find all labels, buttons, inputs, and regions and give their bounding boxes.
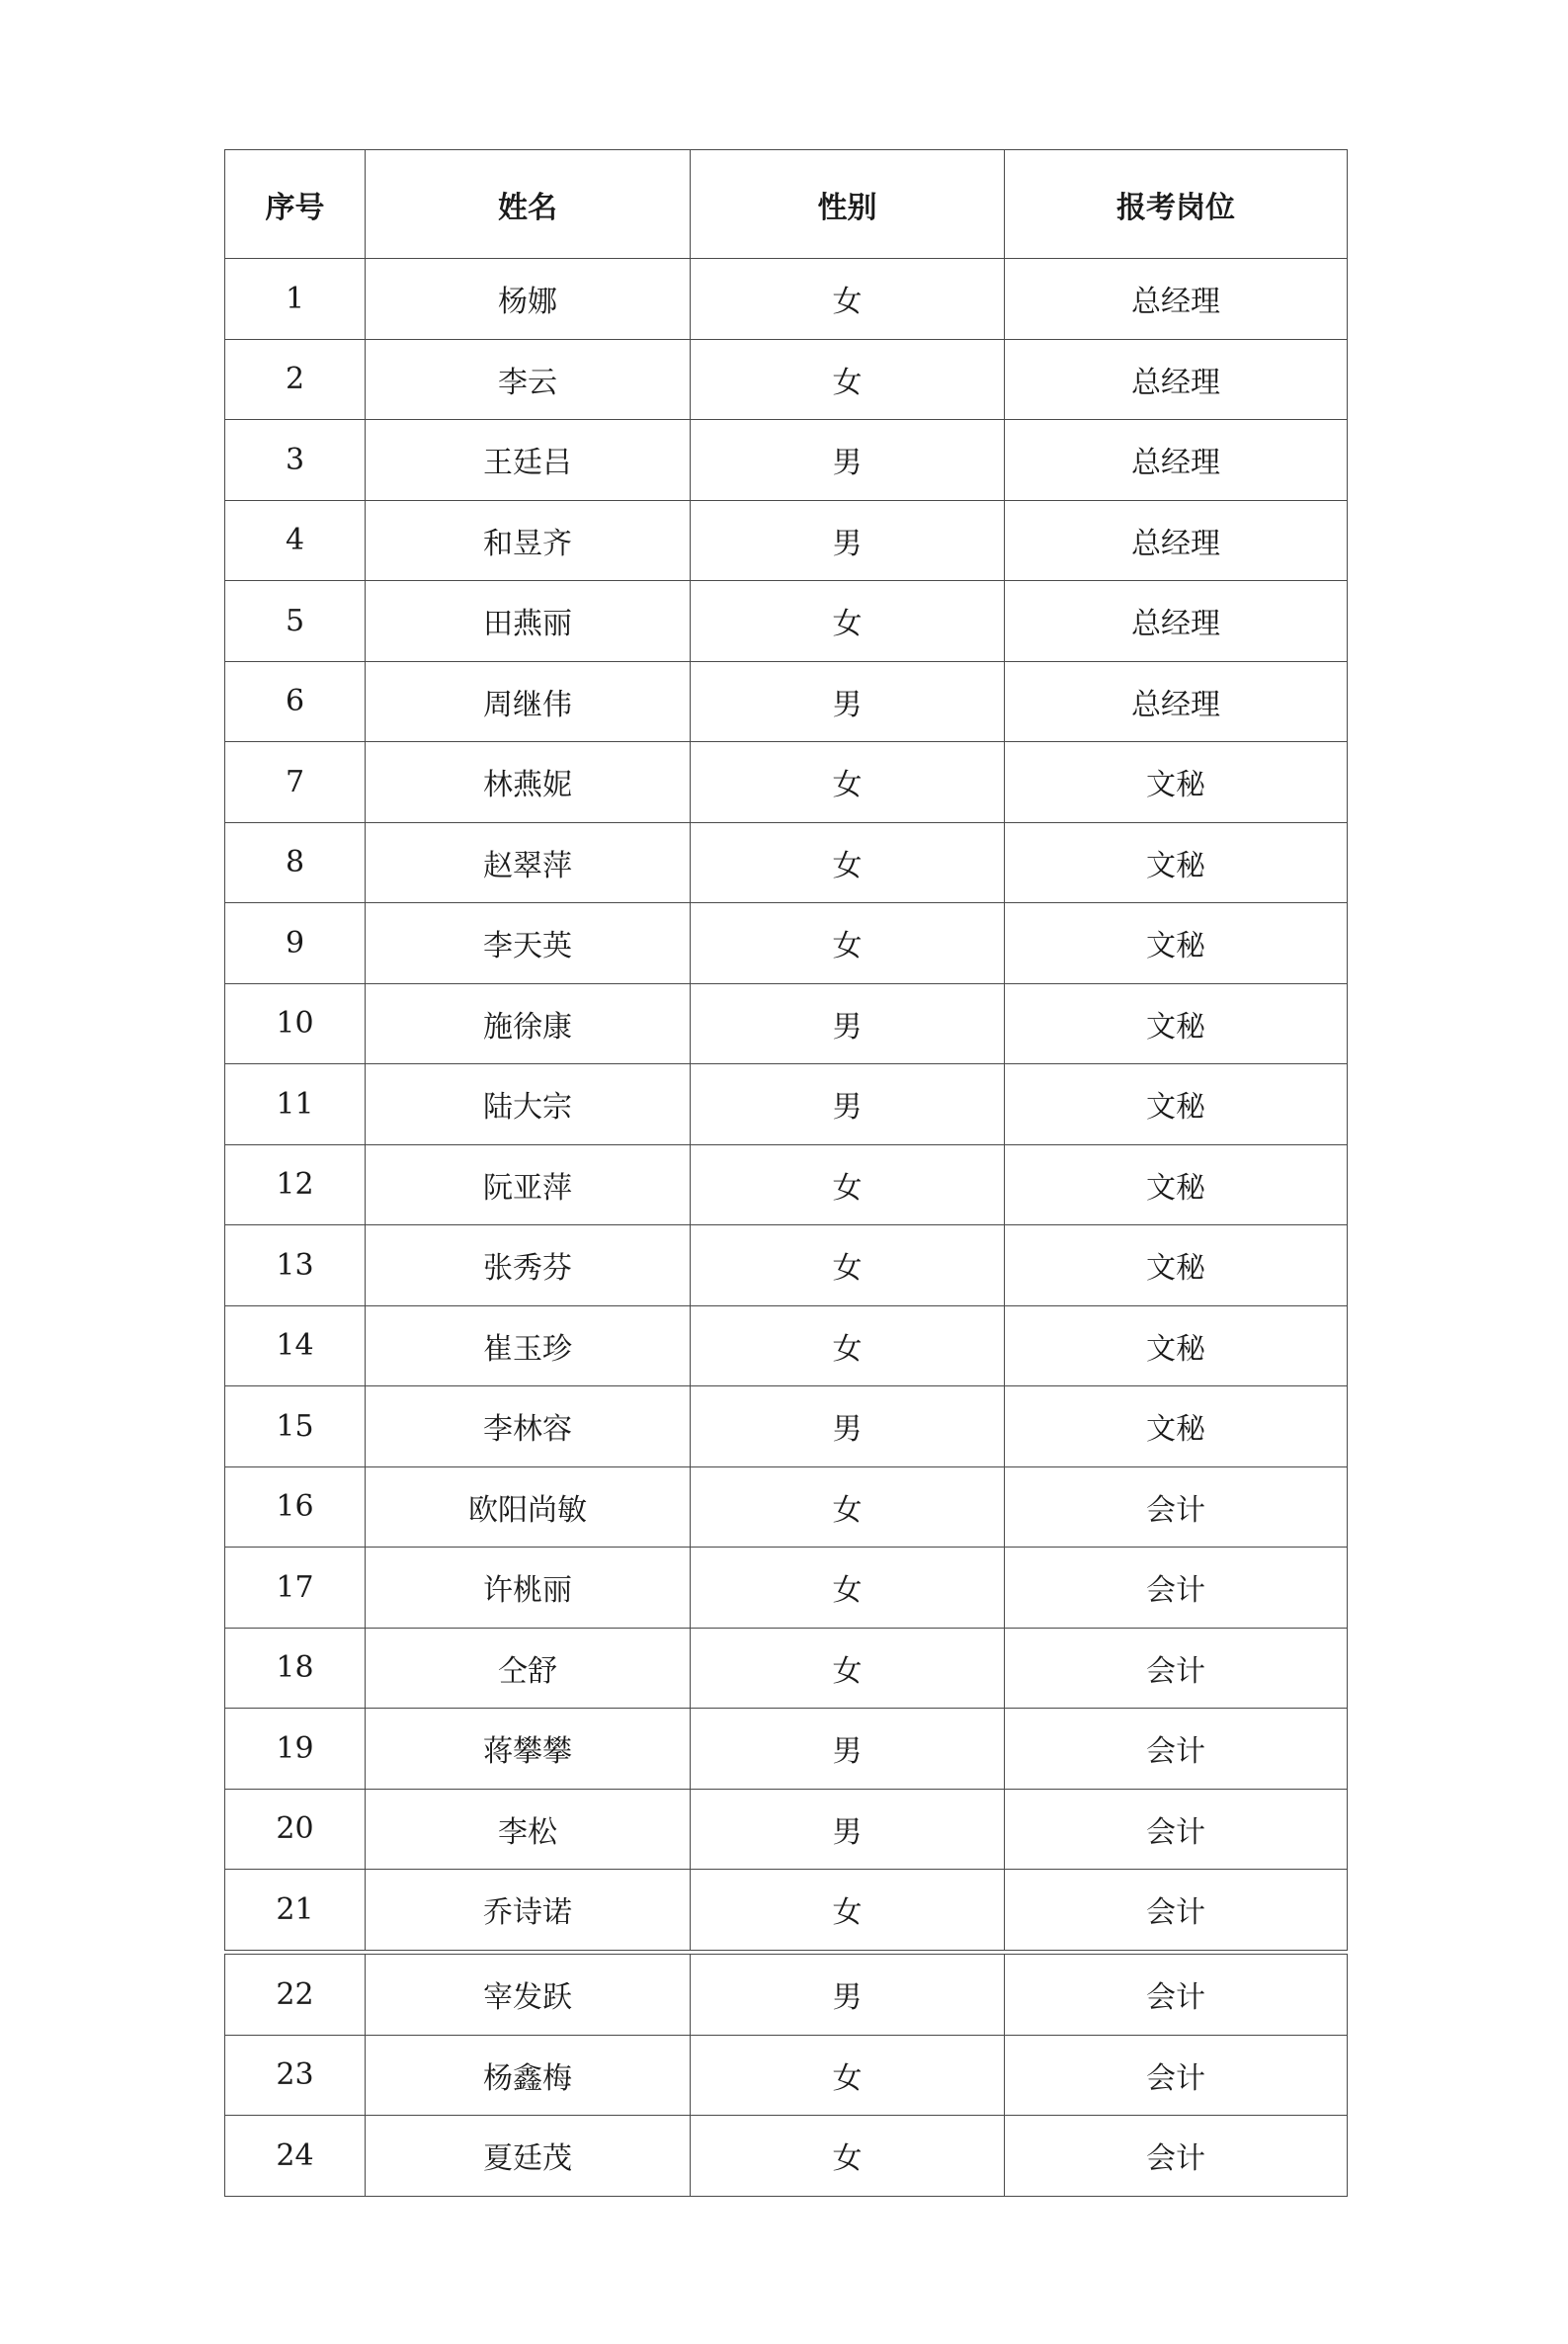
cell-index: 22 xyxy=(225,1955,366,2036)
cell-position: 会计 xyxy=(1005,2035,1348,2116)
cell-index: 9 xyxy=(225,903,366,984)
cell-name: 夏廷茂 xyxy=(366,2116,691,2197)
table-row xyxy=(225,1225,1348,1306)
cell-gender: 女 xyxy=(691,1870,1005,1951)
cell-name: 陆大宗 xyxy=(366,1064,691,1145)
cell-index: 2 xyxy=(225,339,366,420)
cell-name: 张秀芬 xyxy=(366,1225,691,1306)
cell-position: 文秘 xyxy=(1005,1064,1348,1145)
cell-gender: 女 xyxy=(691,1628,1005,1709)
table-row xyxy=(225,339,1348,420)
cell-position: 总经理 xyxy=(1005,661,1348,742)
cell-index: 20 xyxy=(225,1789,366,1870)
header-name: 姓名 xyxy=(366,150,691,259)
table-row xyxy=(225,581,1348,662)
cell-gender: 男 xyxy=(691,661,1005,742)
table-row xyxy=(225,1305,1348,1386)
cell-name: 田燕丽 xyxy=(366,581,691,662)
table-row xyxy=(225,822,1348,903)
cell-name: 欧阳尚敏 xyxy=(366,1466,691,1548)
cell-name: 杨鑫梅 xyxy=(366,2035,691,2116)
cell-name: 崔玉珍 xyxy=(366,1305,691,1386)
cell-name: 李云 xyxy=(366,339,691,420)
table-row xyxy=(225,1064,1348,1145)
cell-gender: 男 xyxy=(691,983,1005,1064)
table-row xyxy=(225,742,1348,823)
cell-gender: 男 xyxy=(691,1064,1005,1145)
cell-index: 3 xyxy=(225,420,366,501)
cell-name: 乔诗诺 xyxy=(366,1870,691,1951)
header-index: 序号 xyxy=(225,150,366,259)
table-row xyxy=(225,1466,1348,1548)
cell-gender: 男 xyxy=(691,420,1005,501)
cell-gender: 女 xyxy=(691,822,1005,903)
cell-index: 8 xyxy=(225,822,366,903)
cell-position: 文秘 xyxy=(1005,1144,1348,1225)
cell-index: 11 xyxy=(225,1064,366,1145)
cell-position: 会计 xyxy=(1005,1955,1348,2036)
table-row xyxy=(225,661,1348,742)
cell-position: 总经理 xyxy=(1005,581,1348,662)
cell-gender: 男 xyxy=(691,1386,1005,1467)
cell-gender: 女 xyxy=(691,903,1005,984)
cell-name: 李天英 xyxy=(366,903,691,984)
cell-position: 会计 xyxy=(1005,1466,1348,1548)
cell-name: 李松 xyxy=(366,1789,691,1870)
header-position: 报考岗位 xyxy=(1005,150,1348,259)
cell-gender: 女 xyxy=(691,1144,1005,1225)
cell-name: 林燕妮 xyxy=(366,742,691,823)
cell-position: 会计 xyxy=(1005,1709,1348,1790)
table-row xyxy=(225,500,1348,581)
cell-index: 18 xyxy=(225,1628,366,1709)
table-row xyxy=(225,903,1348,984)
cell-position: 总经理 xyxy=(1005,339,1348,420)
cell-gender: 女 xyxy=(691,2116,1005,2197)
cell-index: 7 xyxy=(225,742,366,823)
cell-position: 文秘 xyxy=(1005,1386,1348,1467)
cell-index: 10 xyxy=(225,983,366,1064)
cell-position: 会计 xyxy=(1005,1789,1348,1870)
table-row xyxy=(225,1955,1348,2036)
table-row xyxy=(225,1709,1348,1790)
cell-position: 会计 xyxy=(1005,2116,1348,2197)
cell-gender: 男 xyxy=(691,500,1005,581)
cell-name: 宰发跃 xyxy=(366,1955,691,2036)
cell-name: 仝舒 xyxy=(366,1628,691,1709)
cell-position: 文秘 xyxy=(1005,822,1348,903)
header-gender: 性别 xyxy=(691,150,1005,259)
cell-name: 蒋攀攀 xyxy=(366,1709,691,1790)
cell-index: 14 xyxy=(225,1305,366,1386)
cell-index: 15 xyxy=(225,1386,366,1467)
table-row xyxy=(225,1628,1348,1709)
cell-gender: 女 xyxy=(691,1466,1005,1548)
cell-index: 5 xyxy=(225,581,366,662)
cell-index: 21 xyxy=(225,1870,366,1951)
cell-position: 文秘 xyxy=(1005,903,1348,984)
cell-position: 文秘 xyxy=(1005,742,1348,823)
table-row xyxy=(225,2116,1348,2197)
cell-gender: 女 xyxy=(691,259,1005,340)
cell-gender: 男 xyxy=(691,1955,1005,2036)
roster-table-part-2 xyxy=(224,1954,1348,2197)
cell-index: 13 xyxy=(225,1225,366,1306)
cell-name: 和昱齐 xyxy=(366,500,691,581)
cell-name: 杨娜 xyxy=(366,259,691,340)
cell-gender: 女 xyxy=(691,2035,1005,2116)
cell-position: 文秘 xyxy=(1005,983,1348,1064)
cell-index: 12 xyxy=(225,1144,366,1225)
table-row xyxy=(225,420,1348,501)
cell-name: 施徐康 xyxy=(366,983,691,1064)
table-row xyxy=(225,2035,1348,2116)
cell-index: 23 xyxy=(225,2035,366,2116)
table-row xyxy=(225,1144,1348,1225)
cell-gender: 女 xyxy=(691,1225,1005,1306)
cell-name: 赵翠萍 xyxy=(366,822,691,903)
cell-name: 阮亚萍 xyxy=(366,1144,691,1225)
cell-position: 总经理 xyxy=(1005,259,1348,340)
table-row xyxy=(225,1870,1348,1951)
cell-gender: 男 xyxy=(691,1709,1005,1790)
cell-gender: 女 xyxy=(691,742,1005,823)
cell-index: 19 xyxy=(225,1709,366,1790)
cell-position: 总经理 xyxy=(1005,420,1348,501)
cell-gender: 女 xyxy=(691,339,1005,420)
table-row xyxy=(225,983,1348,1064)
cell-index: 6 xyxy=(225,661,366,742)
roster-table-part-1 xyxy=(224,149,1348,1951)
cell-gender: 女 xyxy=(691,581,1005,662)
cell-position: 文秘 xyxy=(1005,1225,1348,1306)
cell-index: 4 xyxy=(225,500,366,581)
cell-index: 16 xyxy=(225,1466,366,1548)
cell-name: 王廷吕 xyxy=(366,420,691,501)
cell-gender: 女 xyxy=(691,1548,1005,1629)
cell-position: 会计 xyxy=(1005,1548,1348,1629)
table-row xyxy=(225,259,1348,340)
table-row xyxy=(225,1386,1348,1467)
table-row xyxy=(225,1548,1348,1629)
cell-name: 李林容 xyxy=(366,1386,691,1467)
cell-index: 17 xyxy=(225,1548,366,1629)
cell-name: 许桃丽 xyxy=(366,1548,691,1629)
cell-position: 会计 xyxy=(1005,1628,1348,1709)
cell-name: 周继伟 xyxy=(366,661,691,742)
cell-position: 总经理 xyxy=(1005,500,1348,581)
cell-position: 会计 xyxy=(1005,1870,1348,1951)
cell-position: 文秘 xyxy=(1005,1305,1348,1386)
cell-index: 1 xyxy=(225,259,366,340)
cell-gender: 女 xyxy=(691,1305,1005,1386)
cell-gender: 男 xyxy=(691,1789,1005,1870)
table-row xyxy=(225,1789,1348,1870)
cell-index: 24 xyxy=(225,2116,366,2197)
table-header-row xyxy=(225,150,1348,259)
